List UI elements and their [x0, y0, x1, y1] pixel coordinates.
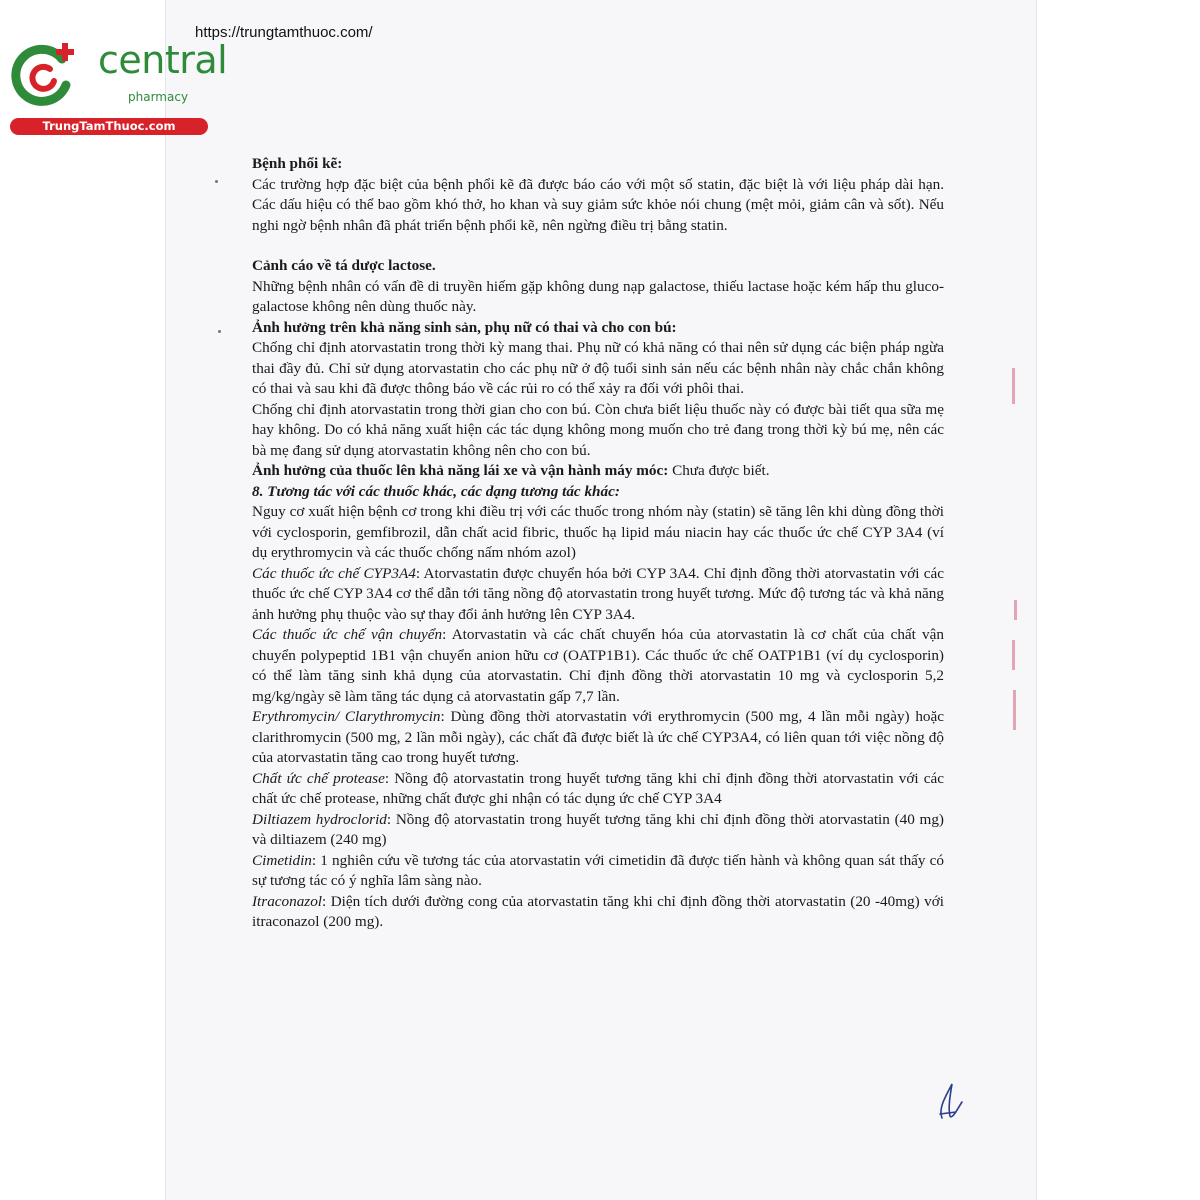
interaction-term: Chất ức chế protease	[252, 769, 385, 787]
section-heading: Ảnh hưởng của thuốc lên khả năng lái xe và vận hành máy móc:	[252, 462, 669, 479]
paragraph: Chống chỉ định atorvastatin trong thời kỳ mang thai. Phụ nữ có khả năng có thai nên sử dụng các biện pháp ngừa thai đầy đủ. Chỉ sử dụng atorvastatin cho các phụ nữ ở độ tuổi sinh sản nếu các bệnh nhân này chắc chắn không có thai và sau khi đã được thông báo về các rủi ro có thể xảy ra đối với phôi thai.	[252, 339, 944, 397]
scan-dot	[218, 330, 221, 333]
interaction-term: Cimetidin	[252, 851, 312, 869]
red-stamp-mark	[1012, 640, 1015, 670]
interaction-text: : Diện tích dưới đường cong của atorvastatin tăng khi chỉ định đồng thời atorvastatin (20 -40mg) với itraconazol (200 mg).	[252, 892, 944, 930]
paragraph: Những bệnh nhân có vấn đề di truyền hiếm gặp không dung nạp galactose, thiếu lactase hoặc kém hấp thu gluco-galactose không nên dùng thuốc này.	[252, 277, 944, 315]
interaction-text: : Dùng đồng thời atorvastatin với erythromycin (500 mg, 4 lần mỗi ngày) hoặc clarithromycin (500 mg, 2 lần mỗi ngày), các chất đã được biết là ức chế CYP3A4, có liên quan tới việc nồng độ của atorvastatin tăng cao trong huyết tương.	[252, 708, 944, 766]
brand-name: central	[98, 38, 228, 82]
section-pregnancy	[252, 318, 944, 400]
section-heading: Bệnh phổi kẽ:	[252, 155, 343, 172]
section-interactions	[252, 482, 944, 503]
interaction-term: Các thuốc ức chế CYP3A4	[252, 564, 416, 582]
interaction-term: Erythromycin/ Clarythromycin	[252, 708, 441, 725]
interaction-item	[252, 892, 944, 933]
signature-icon	[928, 1078, 968, 1126]
pharmacy-cross-icon	[10, 39, 80, 109]
interaction-item	[252, 769, 944, 810]
paragraph: Các trường hợp đặc biệt của bệnh phổi kẽ đã được báo cáo với một số statin, đặc biệt là với liệu pháp dài hạn. Các dấu hiệu có thể bao gồm khó thở, ho khan và suy giảm sức khỏe nói chung (mệt mỏi, giảm cân và sốt). Nếu nghi ngờ bệnh nhân đã phát triển bệnh phổi kẽ, nên ngừng điều trị bằng statin.	[252, 175, 944, 234]
interaction-item	[252, 810, 944, 851]
red-stamp-mark	[1012, 368, 1015, 404]
red-stamp-mark	[1014, 600, 1017, 620]
interaction-text: : Nồng độ atorvastatin trong huyết tương tăng khi chỉ định đồng thời atorvastatin với các chất ức chế protease, những chất được ghi nhận có tác dụng ức chế CYP 3A4	[252, 769, 944, 807]
interaction-term: Itraconazol	[252, 892, 323, 910]
scan-dot	[215, 180, 218, 183]
interaction-item	[252, 707, 944, 769]
paragraph: Chưa được biết.	[668, 462, 770, 479]
interaction-term: Các thuốc ức chế vận chuyển	[252, 626, 443, 643]
interaction-text: : Atorvastatin được chuyển hóa bởi CYP 3A4. Chỉ định đồng thời atorvastatin với các thuốc ức chế CYP 3A4 cơ thể dẫn tới tăng nồng độ atorvastatin trong huyết tương. Mức độ tương tác và khả năng ảnh hưởng phụ thuộc vào sự thay đổi ảnh hưởng lên CYP 3A4.	[252, 564, 945, 623]
source-url[interactable]: https://trungtamthuoc.com/	[195, 24, 373, 41]
interaction-text: : Nồng độ atorvastatin trong huyết tương tăng khi chỉ định đồng thời atorvastatin (40 mg) và diltiazem (240 mg)	[252, 810, 944, 848]
section-heading: Cảnh cáo về tá dược lactose.	[252, 257, 436, 274]
interaction-text: : 1 nghiên cứu về tương tác của atorvastatin với cimetidin đã được tiến hành và không quan sát thấy có sự tương tác có ý nghĩa lâm sàng nào.	[252, 851, 944, 889]
section-pneumonitis	[252, 154, 944, 236]
document-body	[252, 154, 944, 933]
interaction-item	[252, 851, 944, 892]
interaction-item	[252, 625, 944, 707]
red-stamp-mark	[1013, 690, 1016, 730]
section-lactose	[252, 256, 944, 318]
paragraph: Nguy cơ xuất hiện bệnh cơ trong khi điều trị với các thuốc trong nhóm này (statin) sẽ tăng lên khi dùng đồng thời với cyclosporin, gemfibrozil, dẫn chất acid fibric, thuốc hạ lipid máu niacin hay các thuốc ức chế CYP 3A4 (ví dụ erythromycin và các thuốc chống nấm nhóm azol)	[252, 503, 944, 561]
brand-site-badge[interactable]: TrungTamThuoc.com	[10, 118, 208, 135]
paragraph: Chống chỉ định atorvastatin trong thời gian cho con bú. Còn chưa biết liệu thuốc này có được bài tiết qua sữa mẹ hay không. Do có khả năng xuất hiện các tác dụng không mong muốn cho trẻ đang trong thời kỳ bú mẹ, nên các bà mẹ đang sử dụng atorvastatin không nên cho con bú.	[252, 400, 944, 459]
brand-subtitle: pharmacy	[128, 90, 189, 104]
section-heading: 8. Tương tác với các thuốc khác, các dạng tương tác khác:	[252, 482, 620, 500]
central-pharmacy-logo[interactable]	[10, 35, 228, 135]
interaction-text: : Atorvastatin và các chất chuyển hóa của atorvastatin là cơ chất của chất vận chuyển polypeptid 1B1 vận chuyển anion hữu cơ (OATP1B1). Các thuốc ức chế OATP1B1 (ví dụ cyclosporin) có thể làm tăng sinh khả dụng của atorvastatin. Chỉ định đồng thời atorvastatin 10 mg và cyclosporin 5,2 mg/kg/ngày sẽ làm tăng tác dụng cả atorvastatin gấp 7,7 lần.	[252, 626, 944, 705]
interaction-term: Diltiazem hydroclorid	[252, 810, 387, 828]
section-driving	[252, 461, 944, 482]
section-heading: Ảnh hưởng trên khả năng sinh sản, phụ nữ có thai và cho con bú:	[252, 318, 677, 336]
interaction-item	[252, 564, 944, 626]
